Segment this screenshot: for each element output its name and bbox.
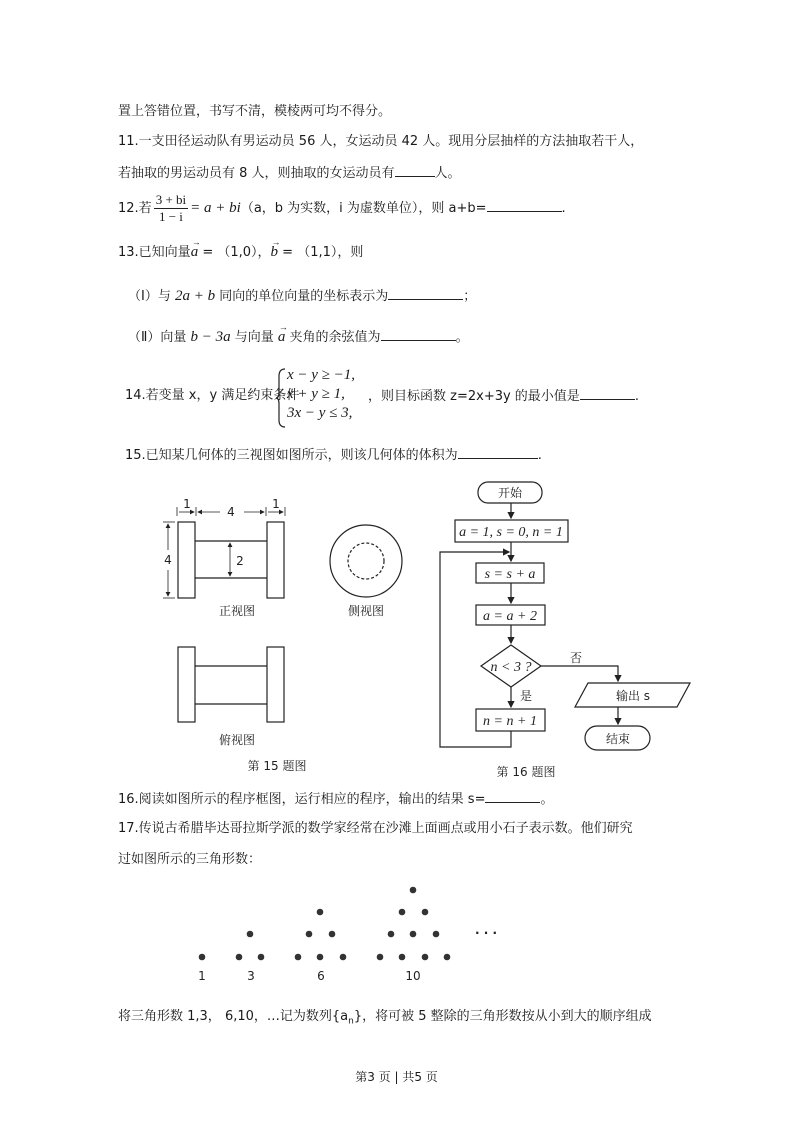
question-17-line3: [118, 1008, 652, 1031]
text: 夹角的余弦值为: [285, 330, 381, 345]
text: 。: [455, 330, 469, 345]
text: （a，b 为实数，i 为虚数单位），则 a+b=: [240, 201, 487, 216]
text: 人。: [434, 166, 461, 181]
vector-a: → a: [278, 328, 286, 346]
text: （Ⅰ）与: [128, 289, 175, 304]
page-footer: 第3 页 | 共5 页: [355, 1070, 438, 1084]
question-14-suffix: ，则目标函数 z=2x+3y 的最小值是 .: [368, 389, 639, 404]
text: = （1,0），: [198, 245, 271, 260]
ellipsis: · · ·: [474, 926, 498, 940]
step-label: n = n + 1: [483, 714, 537, 729]
side-view-label: 侧视图: [347, 604, 385, 618]
text: （Ⅱ）向量: [128, 330, 191, 345]
vector-a: → a: [191, 243, 199, 261]
figure-16-caption: 第 16 题图: [496, 765, 556, 779]
start-label: 开始: [497, 486, 523, 500]
expression: b − 3a: [190, 329, 231, 345]
constraint: 3x − y ≤ 3,: [287, 405, 353, 421]
text: 同向的单位向量的坐标表示为: [215, 289, 389, 304]
text: = （1,1），则: [278, 245, 364, 260]
question-11-line1: 11.一支田径运动队有男运动员 56 人，女运动员 42 人。现用分层抽样的方法抽取若干人，: [118, 134, 644, 149]
triangular-number-label: 3: [247, 969, 255, 983]
constraint: x + y ≥ 1,: [287, 386, 345, 402]
front-right-plate: [267, 522, 284, 598]
text: 与向量: [230, 330, 278, 345]
side-view-circle: [330, 525, 402, 597]
question-14-prefix: 14.若变量 x，y 满足约束条件: [125, 388, 300, 403]
triangular-number-label: 6: [317, 969, 325, 983]
dimension-label: 1: [183, 497, 191, 511]
text: 15.已知某几何体的三视图如图所示，则该几何体的体积为: [125, 448, 458, 463]
text: ，则目标函数 z=2x+3y 的最小值是: [368, 389, 580, 404]
question-15: 15.已知某几何体的三视图如图所示，则该几何体的体积为 .: [125, 448, 542, 463]
step-label: s = s + a: [484, 567, 536, 582]
numerator: 3 + bi: [155, 192, 187, 207]
dimension-label: 2: [236, 554, 244, 568]
output-label: 输出 s: [615, 689, 651, 703]
triangular-number-label: 10: [405, 969, 421, 983]
text: 16.阅读如图所示的程序框图，运行相应的程序，输出的结果 s=: [118, 792, 486, 807]
step-label: a = a + 2: [483, 609, 537, 624]
constraint: x − y ≥ −1,: [287, 367, 356, 383]
expression: 2a + b: [174, 288, 216, 304]
text: 12.若: [118, 201, 152, 216]
question-17-line2: 过如图所示的三角形数：: [118, 852, 262, 867]
top-view-label: 俯视图: [218, 733, 256, 747]
dimension-label: 4: [164, 553, 172, 567]
text: ；: [463, 289, 477, 304]
front-left-plate: [178, 522, 195, 598]
subscript: n: [348, 1016, 354, 1027]
front-view-label: 正视图: [218, 604, 256, 618]
question-17-line1: 17.传说古希腊毕达哥拉斯学派的数学家经常在沙滩上面画点或用小石子表示数。他们研究: [118, 821, 633, 836]
side-view-hidden-circle: [348, 543, 384, 579]
triangular-number-label: 1: [198, 969, 206, 983]
flowchart: [440, 482, 690, 750]
init-label: a = 1, s = 0, n = 1: [459, 525, 563, 540]
text: 将三角形数 1,3， 6,10，…记为数列{a: [118, 1009, 349, 1024]
no-label: 否: [570, 651, 583, 665]
equation: = a + bi: [190, 200, 241, 216]
text: 若抽取的男运动员有 8 人，则抽取的女运动员有: [118, 166, 395, 181]
denominator: 1 − i: [158, 209, 183, 224]
answer-blank: [485, 790, 540, 803]
text: }，将可被 5 整除的三角形数按从小到大的顺序组成: [353, 1009, 652, 1024]
vector-b: → b: [271, 243, 279, 261]
end-label: 结束: [605, 732, 631, 746]
figure-15-caption: 第 15 题图: [247, 759, 307, 773]
text: 13.已知向量: [118, 245, 191, 260]
text-line: 置上答错位置，书写不清，模棱两可均不得分。: [118, 104, 392, 119]
yes-label: 是: [520, 689, 533, 703]
dimension-label: 1: [272, 497, 280, 511]
triangular-dots: [199, 887, 451, 961]
condition-label: n < 3 ?: [490, 660, 532, 675]
question-16: 16.阅读如图所示的程序框图，运行相应的程序，输出的结果 s= 。: [118, 792, 554, 807]
question-12: 12.若 $\frac{3 + bi}{1 - i}$ = a + bi（a，b 为实数，i 为虚数单位），则 a+b= .: [118, 192, 566, 224]
dimension-label: 4: [227, 505, 235, 519]
